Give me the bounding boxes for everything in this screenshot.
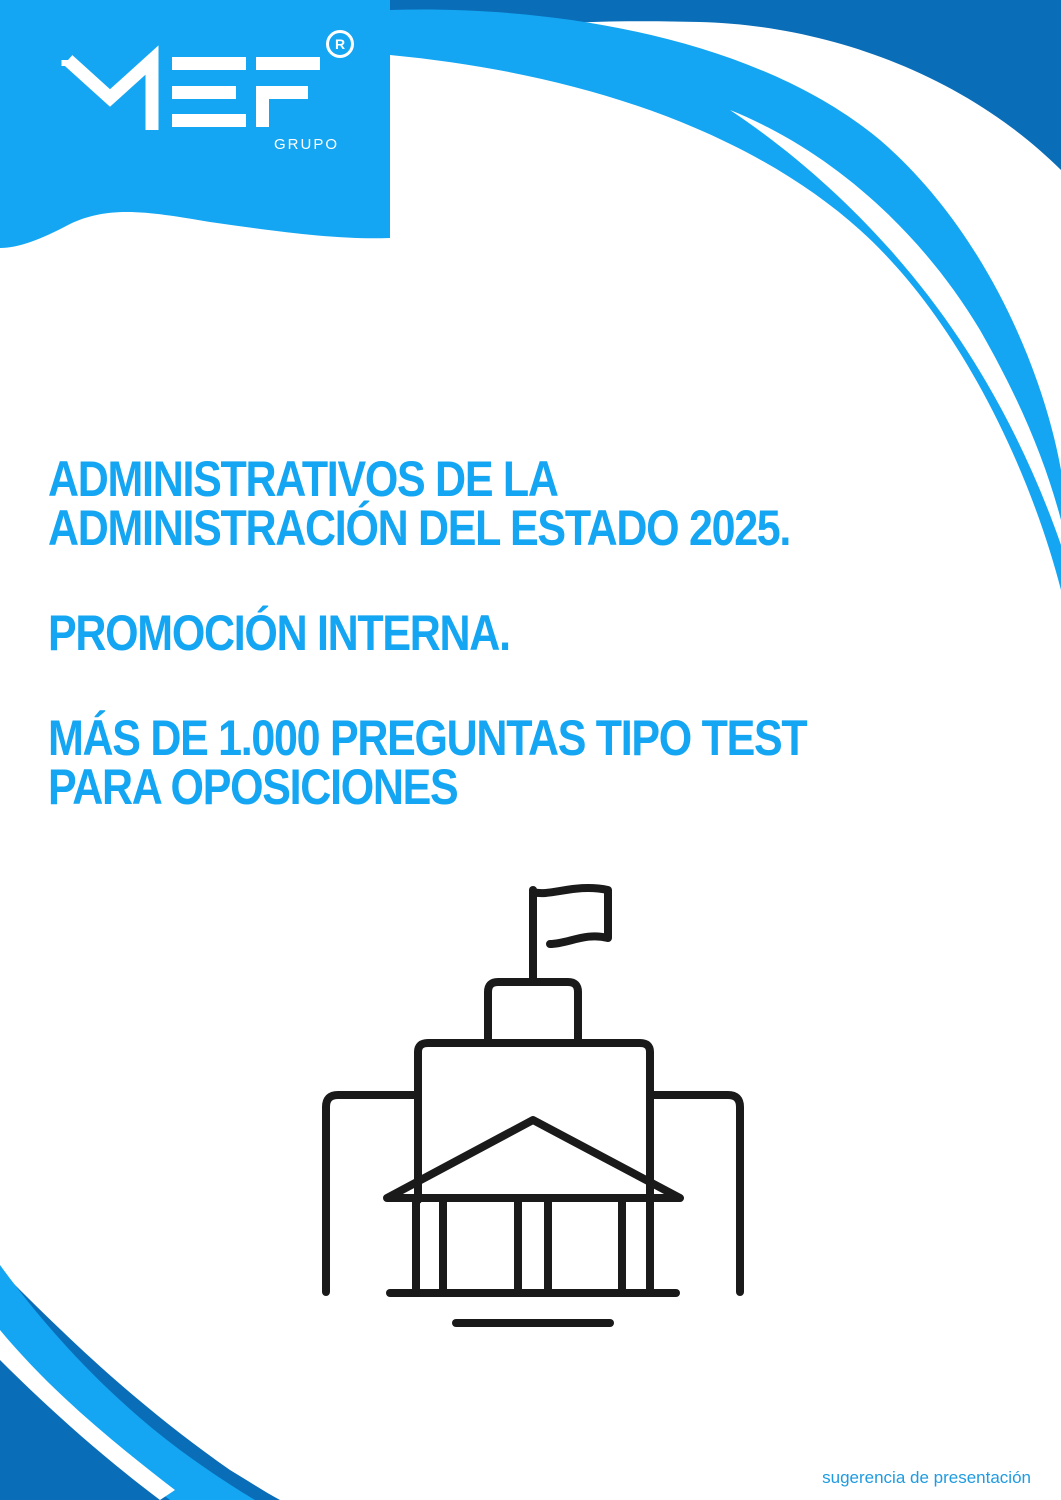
logo-subtitle: GRUPO [274, 136, 340, 153]
mef-logo-mark [60, 30, 320, 130]
headline-line-3: PROMOCIÓN INTERNA. [48, 605, 510, 661]
flag-icon [533, 888, 608, 978]
mef-logo [60, 30, 360, 160]
presentation-note: sugerencia de presentación [822, 1468, 1031, 1487]
building-left-wing [326, 1095, 418, 1292]
headline-line-2: ADMINISTRACIÓN DEL ESTADO 2025. [48, 500, 791, 556]
government-building-icon [300, 870, 760, 1340]
cover-headline [48, 451, 874, 815]
headline-line-4: MÁS DE 1.000 PREGUNTAS TIPO TEST [48, 710, 807, 766]
registered-mark: R [326, 30, 354, 58]
building-tower [488, 982, 578, 1042]
headline-line-5: PARA OPOSICIONES [48, 759, 458, 815]
building-roof [387, 1120, 680, 1198]
headline-line-1: ADMINISTRATIVOS DE LA [48, 451, 558, 507]
